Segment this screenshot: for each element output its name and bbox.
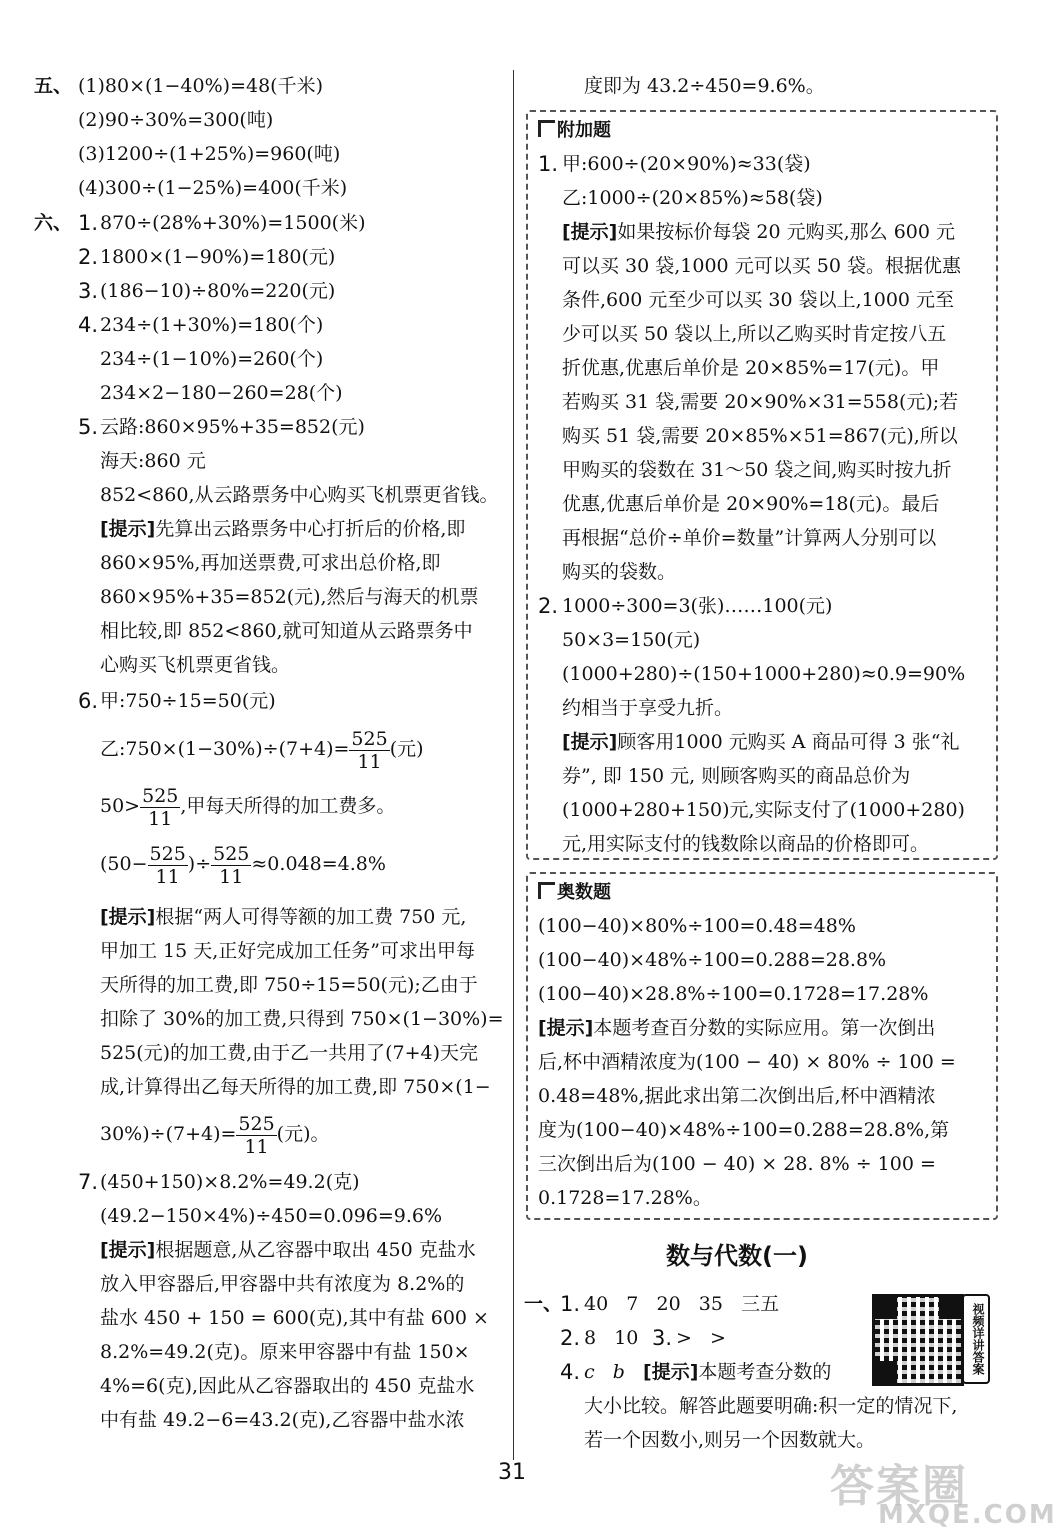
- fraction: [140, 785, 180, 830]
- tip-label: [提示]: [562, 731, 618, 753]
- s1-q1-number: 1.: [560, 1292, 581, 1316]
- q4-line-2: 234÷(1−10%)=260(个): [100, 348, 324, 370]
- q4-number: 4.: [78, 313, 99, 337]
- bonus-q2-line-2: 50×3=150(元): [562, 629, 701, 651]
- bonus-q1-tip-line-10: 再根据“总价÷单价=数量”计算两人分别可以: [562, 527, 937, 549]
- s1-q4-tip-line-2: 大小比较。解答此题要明确:积一定的情况下,: [584, 1395, 958, 1417]
- bonus-q2-number: 2.: [538, 594, 559, 618]
- q7-line-1: (450+150)×8.2%=49.2(克): [100, 1171, 360, 1193]
- q5-number: 5.: [78, 415, 99, 439]
- s1-q1-answer: 40 7 20 35 三五: [584, 1293, 780, 1315]
- bonus-q1-tip-line-9: 优惠,优惠后单价是 20×90%=18(元)。最后: [562, 493, 940, 515]
- s1-q2-number: 2.: [560, 1326, 581, 1350]
- bonus-q1-line-1: 甲:600÷(20×90%)≈33(袋): [562, 153, 811, 175]
- tip-text: 先算出云路票务中心打折后的价格,即: [155, 518, 466, 540]
- q7-tip-line-6: 中有盐 49.2−6=43.2(克),乙容器中盐水浓: [100, 1409, 465, 1431]
- q4-line-1: 234÷(1+30%)=180(个): [100, 314, 324, 336]
- tip-text: 本题考查分数的: [698, 1361, 832, 1383]
- olympiad-line-1: (100−40)×80%÷100=0.48=48%: [538, 915, 856, 937]
- bonus-q1-tip-line-3: 条件,600 元至少可以买 30 袋以上,1000 元至: [562, 289, 955, 311]
- q4-line-3: 234×2−180−260=28(个): [100, 382, 343, 404]
- qr-code-pattern: [875, 1297, 961, 1383]
- page-number: 31: [498, 1460, 526, 1485]
- qr-label: 视频详讲答案: [962, 1294, 990, 1384]
- tip-label: [提示]: [562, 221, 618, 243]
- q7-tip-line-4: 8.2%=49.2(克)。原来甲容器中有盐 150×: [100, 1341, 470, 1363]
- tip-label: [提示]: [100, 906, 156, 928]
- bonus-q2-line-3: (1000+280)÷(150+1000+280)≈0.9=90%: [562, 663, 966, 685]
- fraction-denominator: 11: [148, 807, 173, 830]
- olympiad-title-text: 奥数题: [557, 882, 611, 903]
- fraction-denominator: 11: [357, 750, 382, 773]
- watermark-logo: [830, 1450, 1057, 1534]
- fraction-numerator: 525: [142, 784, 179, 807]
- s1-q4-line-1: [584, 1358, 831, 1386]
- q6-line-3-text: 50>: [100, 795, 141, 817]
- q5-tip-line-3: 860×95%+35=852(元),然后与海天的机票: [100, 586, 479, 608]
- fraction: [236, 1113, 276, 1158]
- q6-line-2-unit: (元): [389, 738, 424, 760]
- section-title: 数与代数(一): [666, 1242, 808, 1270]
- tip-label: [提示]: [100, 1239, 156, 1261]
- fraction-denominator: 11: [155, 865, 180, 888]
- q5-tip-line-5: 心购买飞机票更省钱。: [100, 654, 291, 676]
- olympiad-tip-line-3: 0.48=48%,据此求出第二次倒出后,杯中酒精浓: [538, 1085, 936, 1107]
- bonus-q2-line-4: 约相当于享受九折。: [562, 697, 734, 719]
- bonus-q1-tip-line-6: 若购买 31 袋,需要 20×90%×31=558(元);若: [562, 391, 959, 413]
- q6-tip-last-text: 30%)÷(7+4)=: [100, 1123, 237, 1145]
- column-divider: [513, 70, 514, 1460]
- olympiad-title: [538, 878, 611, 904]
- q6-line-4-b: )÷: [187, 853, 212, 875]
- q5-line-2: 海天:860 元: [100, 450, 206, 472]
- q6-line-2-text: 乙:750×(1−30%)÷(7+4)=: [100, 738, 350, 760]
- bonus-q2-line-1: 1000÷300=3(张)……100(元): [562, 595, 833, 617]
- q7-number: 7.: [78, 1170, 99, 1194]
- bonus-q1-number: 1.: [538, 152, 559, 176]
- olympiad-tip-line-6: 0.1728=17.28%。: [538, 1187, 712, 1209]
- q7-line-2: (49.2−150×4%)÷450=0.096=9.6%: [100, 1205, 443, 1227]
- q6-tip-last-unit: (元)。: [276, 1123, 330, 1145]
- q6-line-3: [100, 784, 395, 830]
- bonus-q2-tip-line-2: 券”, 即 150 元, 则顾客购买的商品总价为: [562, 765, 911, 787]
- q5-tip-line-4: 相比较,即 852<860,就可知道从云路票务中: [100, 620, 473, 642]
- bonus-q2-tip-line-3: (1000+280+150)元,实际支付了(1000+280): [562, 799, 965, 821]
- q7-tip-line-5: 4%=6(克),因此从乙容器取出的 450 克盐水: [100, 1375, 475, 1397]
- q6-line-4-a: (50−: [100, 853, 148, 875]
- s1-q4-tip-line-3: 若一个因数小,则另一个因数就大。: [584, 1429, 876, 1451]
- q6-tip-line-4: 扣除了 30%的加工费,只得到 750×(1−30%)=: [100, 1008, 504, 1030]
- tip-label: [提示]: [100, 518, 156, 540]
- section-marker-icon: [538, 882, 555, 899]
- olympiad-tip-line-2: 后,杯中酒精浓度为(100 − 40) × 80% ÷ 100 =: [538, 1051, 956, 1073]
- section-5-label: 五、: [34, 75, 73, 97]
- fraction: [211, 843, 251, 888]
- tip-label: [提示]: [538, 1017, 594, 1039]
- s5-line-4: (4)300÷(1−25%)=400(千米): [78, 177, 348, 199]
- fraction-numerator: 525: [351, 727, 388, 750]
- tip-label: [提示]: [643, 1361, 699, 1383]
- olympiad-tip-line-1: [538, 1014, 935, 1042]
- fraction: [349, 728, 389, 773]
- fraction-denominator: 11: [219, 865, 244, 888]
- fraction-numerator: 525: [238, 1112, 275, 1135]
- tip-text: 根据“两人可得等额的加工费 750 元,: [155, 906, 467, 928]
- bonus-title: [538, 116, 611, 142]
- s1-q2-answer: 8 10: [584, 1327, 639, 1349]
- fraction-numerator: 525: [213, 842, 250, 865]
- q6-tip-line-7: [100, 1112, 330, 1158]
- carry-over-line: 度即为 43.2÷450=9.6%。: [584, 75, 825, 97]
- tip-text: 顾客用1000 元购买 A 商品可得 3 张“礼: [617, 731, 960, 753]
- s1-q3-answer: > >: [676, 1327, 726, 1349]
- q6-tip-line-1: [100, 903, 466, 931]
- q7-tip-line-3: 盐水 450 + 150 = 600(克),其中有盐 600 ×: [100, 1307, 489, 1329]
- s1-q3-number: 3.: [652, 1326, 673, 1350]
- s5-line-3: (3)1200÷(1+25%)=960(吨): [78, 143, 341, 165]
- tip-text: 根据题意,从乙容器中取出 450 克盐水: [155, 1239, 476, 1261]
- bonus-q1-tip-line-4: 少可以买 50 袋以上,所以乙购买时肯定按八五: [562, 323, 947, 345]
- section-6-label: 六、: [34, 212, 73, 234]
- bonus-q1-tip-line-1: [562, 218, 955, 246]
- q7-tip-line-1: [100, 1236, 476, 1264]
- fraction-numerator: 525: [149, 842, 186, 865]
- tip-text: 如果按标价每袋 20 元购买,那么 600 元: [617, 221, 956, 243]
- q6-line-4-c: ≈0.048=4.8%: [251, 853, 386, 875]
- bonus-q1-tip-line-7: 购买 51 袋,需要 20×85%×51=867(元),所以: [562, 425, 958, 447]
- q3-answer: (186−10)÷80%=220(元): [100, 280, 336, 302]
- watermark-line-1: 答案圈: [830, 1461, 968, 1512]
- section-marker-icon: [538, 120, 555, 137]
- s1-q4-answer: c b: [584, 1361, 644, 1383]
- fraction-denominator: 11: [244, 1135, 269, 1158]
- bonus-q1-tip-line-2: 可以买 30 袋,1000 元可以买 50 袋。根据优惠: [562, 255, 961, 277]
- q6-tip-line-6: 成,计算得出乙每天所得的加工费,即 750×(1−: [100, 1076, 491, 1098]
- q5-tip-line-1: [100, 515, 465, 543]
- q6-tip-line-2: 甲加工 15 天,正好完成加工任务”可求出甲每: [100, 940, 476, 962]
- q2-number: 2.: [78, 245, 99, 269]
- bonus-q1-line-2: 乙:1000÷(20×85%)≈58(袋): [562, 187, 823, 209]
- s1-q4-number: 4.: [560, 1360, 581, 1384]
- bonus-q1-tip-line-5: 折优惠,优惠后单价是 20×85%=17(元)。甲: [562, 357, 940, 379]
- q6-line-1: 甲:750÷15=50(元): [100, 690, 276, 712]
- q5-line-1: 云路:860×95%+35=852(元): [100, 416, 365, 438]
- watermark-line-2: MXQE.COM: [878, 1500, 1057, 1530]
- q2-answer: 1800×(1−90%)=180(元): [100, 246, 336, 268]
- s5-line-2: (2)90÷30%=300(吨): [78, 109, 274, 131]
- q1-answer: 870÷(28%+30%)=1500(米): [100, 212, 366, 234]
- bonus-title-text: 附加题: [557, 120, 611, 141]
- olympiad-line-2: (100−40)×48%÷100=0.288=28.8%: [538, 949, 887, 971]
- olympiad-tip-line-5: 三次倒出后为(100 − 40) × 28. 8% ÷ 100 =: [538, 1153, 936, 1175]
- q6-line-4: [100, 842, 386, 888]
- olympiad-line-3: (100−40)×28.8%÷100=0.1728=17.28%: [538, 983, 929, 1005]
- q6-line-2: [100, 727, 424, 773]
- bonus-q2-tip-line-4: 元,用实际支付的钱数除以商品的价格即可。: [562, 833, 930, 855]
- q1-number: 1.: [78, 211, 99, 235]
- q6-line-3-conclusion: ,甲每天所得的加工费多。: [180, 795, 396, 817]
- q5-tip-line-2: 860×95%,再加送票费,可求出总价格,即: [100, 552, 441, 574]
- olympiad-tip-line-4: 度为(100−40)×48%÷100=0.288=28.8%,第: [538, 1119, 950, 1141]
- qr-code-icon[interactable]: [872, 1294, 964, 1386]
- fraction: [148, 843, 188, 888]
- tip-text: 本题考查百分数的实际应用。第一次倒出: [593, 1017, 936, 1039]
- bonus-q2-tip-line-1: [562, 728, 959, 756]
- section-1-label: 一、: [524, 1293, 563, 1315]
- q5-line-3: 852<860,从云路票务中心购买飞机票更省钱。: [100, 484, 499, 506]
- q6-number: 6.: [78, 689, 99, 713]
- q3-number: 3.: [78, 279, 99, 303]
- s5-line-1: (1)80×(1−40%)=48(千米): [78, 75, 323, 97]
- q6-tip-line-3: 天所得的加工费,即 750÷15=50(元);乙由于: [100, 974, 478, 996]
- q7-tip-line-2: 放入甲容器后,甲容器中共有浓度为 8.2%的: [100, 1273, 465, 1295]
- q6-tip-line-5: 525(元)的加工费,由于乙一共用了(7+4)天完: [100, 1042, 479, 1064]
- bonus-q1-tip-line-8: 甲购买的袋数在 31～50 袋之间,购买时按九折: [562, 459, 952, 481]
- bonus-q1-tip-line-11: 购买的袋数。: [562, 561, 677, 583]
